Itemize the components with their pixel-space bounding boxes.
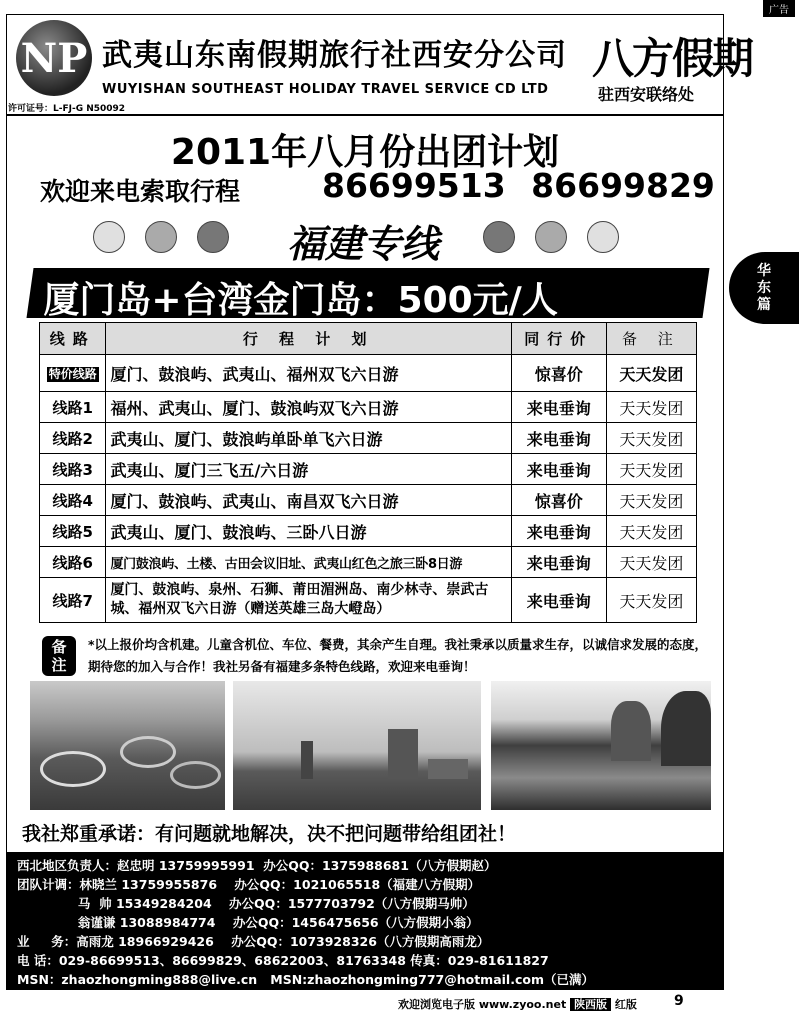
table-header-row [40,323,697,355]
promo-banner-text: 厦门岛+台湾金门岛：500元/人 [43,280,558,321]
skyline-building-shape [428,759,468,779]
table-row [40,423,697,454]
route-plan: 厦门、鼓浪屿、武夷山、南昌双飞六日游 [106,485,511,516]
route-name: 线路7 [40,578,106,623]
table-row [40,392,697,423]
contact-line: MSN：zhaozhongming888@live.cn MSN:zhaozhongming777@hotmail.com（已满） [17,972,594,987]
contact-box [7,852,723,989]
hotline-numbers: 86699513 86699829 [322,166,715,205]
route-note: 天天发团 [606,516,696,547]
route-note: 天天发团 [606,547,696,578]
route-plan: 武夷山、厦门三飞五/六日游 [106,454,511,485]
company-logo [16,20,92,96]
tulou-roof-shape [120,736,176,768]
note-badge [42,636,76,676]
tulou-roof-shape [40,751,106,787]
route-note: 天天发团 [606,355,696,392]
brand-name: 八方假期 [592,34,753,83]
contact-line: 西北地区负责人：赵忠明 13759995991 办公QQ：1375988681（八方假期赵） [17,858,497,873]
table-row [40,454,697,485]
welcome-text: 欢迎来电索取行程 [40,177,241,206]
route-plan: 福州、武夷山、厦门、鼓浪屿双飞六日游 [106,392,511,423]
table-row [40,547,697,578]
route-plan: 厦门鼓浪屿、土楼、古田会议旧址、武夷山红色之旅三卧8日游 [106,547,511,578]
decor-dot [483,221,515,253]
brand-subtitle: 驻西安联络处 [598,85,695,104]
table-row [40,485,697,516]
footer-site: 欢迎浏览电子版 www.zyoo.net [398,998,567,1011]
route-price: 惊喜价 [511,485,606,516]
special-route-badge: 特价线路 [48,367,97,381]
service-promise: 我社郑重承诺：有问题就地解决，决不把问题带给组团社！ [22,823,517,845]
col-header-price: 同行价 [511,323,606,355]
route-name: 线路3 [40,454,106,485]
route-price: 来电垂询 [511,547,606,578]
region-tab-char: 篇 [757,296,771,313]
contact-line: 电 话：029-86699513、86699829、68622003、81763348 传真：029-81611827 [17,953,549,968]
route-name [40,355,106,392]
route-note: 天天发团 [606,392,696,423]
decor-dot [197,221,229,253]
col-header-route: 线路 [40,323,106,355]
route-name: 线路2 [40,423,106,454]
company-english-name: WUYISHAN SOUTHEAST HOLIDAY TRAVEL SERVICE CD LTD [102,82,549,97]
route-name: 线路5 [40,516,106,547]
route-price: 来电垂询 [511,423,606,454]
route-note: 天天发团 [606,578,696,623]
contact-line: 团队计调：林晓兰 13759955876 办公QQ：1021065518（福建八方假期） [17,877,481,892]
table-row [40,578,697,623]
route-plan: 武夷山、厦门、鼓浪屿、三卧八日游 [106,516,511,547]
route-plan: 武夷山、厦门、鼓浪屿单卧单飞六日游 [106,423,511,454]
promo-banner [26,268,709,321]
route-price: 来电垂询 [511,516,606,547]
table-row [40,516,697,547]
route-price: 来电垂询 [511,578,606,623]
decor-dot [93,221,125,253]
note-badge-char: 备 [51,638,67,656]
route-price: 惊喜价 [511,355,606,392]
tulou-roof-shape [170,761,221,789]
col-header-plan: 行 程 计 划 [106,323,511,355]
route-plan: 厦门、鼓浪屿、武夷山、福州双飞六日游 [106,355,511,392]
footer-color: 红版 [614,998,637,1011]
route-plan: 厦门、鼓浪屿、泉州、石狮、莆田湄洲岛、南少林寺、崇武古城、福州双飞六日游（赠送英雄三岛大嶝岛） [106,578,511,623]
page-footer [398,996,637,1012]
price-note: *以上报价均含机建。儿童含机位、车位、餐费，其余产生自理。我社秉承以质量求生存，以诚信求发展的态度，期待您的加入与合作！我社另备有福建多条特色线路，欢迎来电垂询！ [88,637,708,674]
note-badge-char: 注 [51,656,67,674]
route-note: 天天发团 [606,423,696,454]
company-name: 武夷山东南假期旅行社西安分公司 [102,38,567,73]
route-name: 线路4 [40,485,106,516]
logo-letters: NP [20,34,88,82]
route-name: 线路1 [40,392,106,423]
page-number: 9 [674,993,684,1009]
contact-line: 业 务：高雨龙 18966929426 办公QQ：1073928326（八方假期高雨龙） [17,934,490,949]
region-tab-char: 华 [757,262,771,279]
license-number: 许可证号：L-FJ-G N50092 [8,104,126,114]
photo-xiamen-skyline [233,681,481,810]
decor-dot [587,221,619,253]
contact-line: 翁谨谦 13088984774 办公QQ：1456475656（八方假期小翁） [17,915,479,930]
route-note: 天天发团 [606,485,696,516]
route-note: 天天发团 [606,454,696,485]
mountain-peak-shape [611,701,651,761]
photo-tulou [30,681,225,810]
footer-edition: 陕西版 [570,998,611,1011]
line-title: 福建专线 [286,222,439,266]
page-title: 2011年八月份出团计划 [170,132,560,173]
route-table [39,322,697,623]
skyline-building-shape [388,729,418,779]
decor-dot [535,221,567,253]
photo-wuyi-river [491,681,711,810]
col-header-note: 备 注 [606,323,696,355]
mountain-peak-shape [661,691,711,766]
route-price: 来电垂询 [511,392,606,423]
header-divider [6,114,724,116]
skyline-building-shape [301,741,313,779]
ad-tag: 广告 [763,0,795,17]
table-row [40,355,697,392]
route-name: 线路6 [40,547,106,578]
region-tab-char: 东 [757,279,771,296]
region-tab[interactable] [729,252,799,324]
contact-line: 马 帅 15349284204 办公QQ：1577703792（八方假期马帅） [17,896,475,911]
decor-dot [145,221,177,253]
route-price: 来电垂询 [511,454,606,485]
